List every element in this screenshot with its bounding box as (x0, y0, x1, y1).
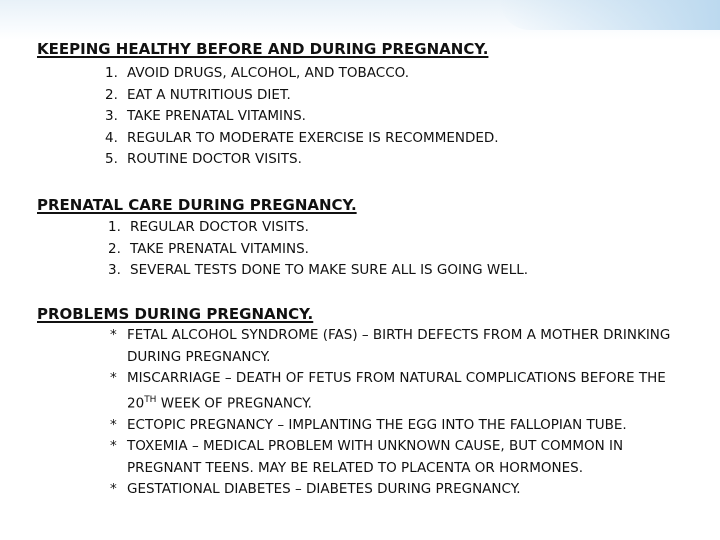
list-item: 1. AVOID DRUGS, ALCOHOL, AND TOBACCO. (105, 65, 409, 81)
list-item: * GESTATIONAL DIABETES – DIABETES DURING PREGNANCY. (110, 479, 687, 501)
list-item: * FETAL ALCOHOL SYNDROME (FAS) – BIRTH DEFECTS FROM A MOTHER DRINKING DURING PREGNANCY. (110, 325, 687, 368)
numbered-list (105, 63, 499, 171)
bullet-icon: * (110, 481, 117, 497)
list-item: 4. REGULAR TO MODERATE EXERCISE IS RECOMMENDED. (105, 129, 499, 146)
bullet-icon: * (110, 370, 117, 386)
section-heading: PRENATAL CARE DURING PREGNANCY. (37, 196, 357, 214)
header-band (0, 0, 720, 40)
list-item: 5. ROUTINE DOCTOR VISITS. (105, 151, 302, 167)
section-problems (37, 305, 687, 501)
section-heading: PROBLEMS DURING PREGNANCY. (37, 305, 314, 323)
header-glow (500, 0, 720, 30)
list-item: 3. SEVERAL TESTS DONE TO MAKE SURE ALL IS GOING WELL. (108, 262, 529, 278)
section-heading: KEEPING HEALTHY BEFORE AND DURING PREGNANCY. (37, 40, 489, 58)
list-item: * TOXEMIA – MEDICAL PROBLEM WITH UNKNOWN CAUSE, BUT COMMON IN PREGNANT TEENS. MAY BE RELATED TO PLACENTA OR HORMONES. (110, 436, 687, 479)
numbered-list (108, 217, 528, 282)
list-item: 2. EAT A NUTRITIOUS DIET. (105, 86, 291, 103)
section-keeping-healthy (37, 40, 499, 171)
list-item: * MISCARRIAGE – DEATH OF FETUS FROM NATURAL COMPLICATIONS BEFORE THE 20TH WEEK OF PREGNANCY. (110, 368, 687, 415)
list-item: 2. TAKE PRENATAL VITAMINS. (108, 240, 309, 257)
list-item: 3. TAKE PRENATAL VITAMINS. (105, 108, 306, 124)
bullet-icon: * (110, 438, 117, 454)
bullet-icon: * (110, 327, 117, 343)
bullet-list (110, 325, 687, 501)
section-prenatal-care (37, 196, 528, 282)
list-item: * ECTOPIC PREGNANCY – IMPLANTING THE EGG INTO THE FALLOPIAN TUBE. (110, 415, 687, 437)
bullet-icon: * (110, 416, 117, 433)
list-item: 1. REGULAR DOCTOR VISITS. (108, 219, 309, 235)
